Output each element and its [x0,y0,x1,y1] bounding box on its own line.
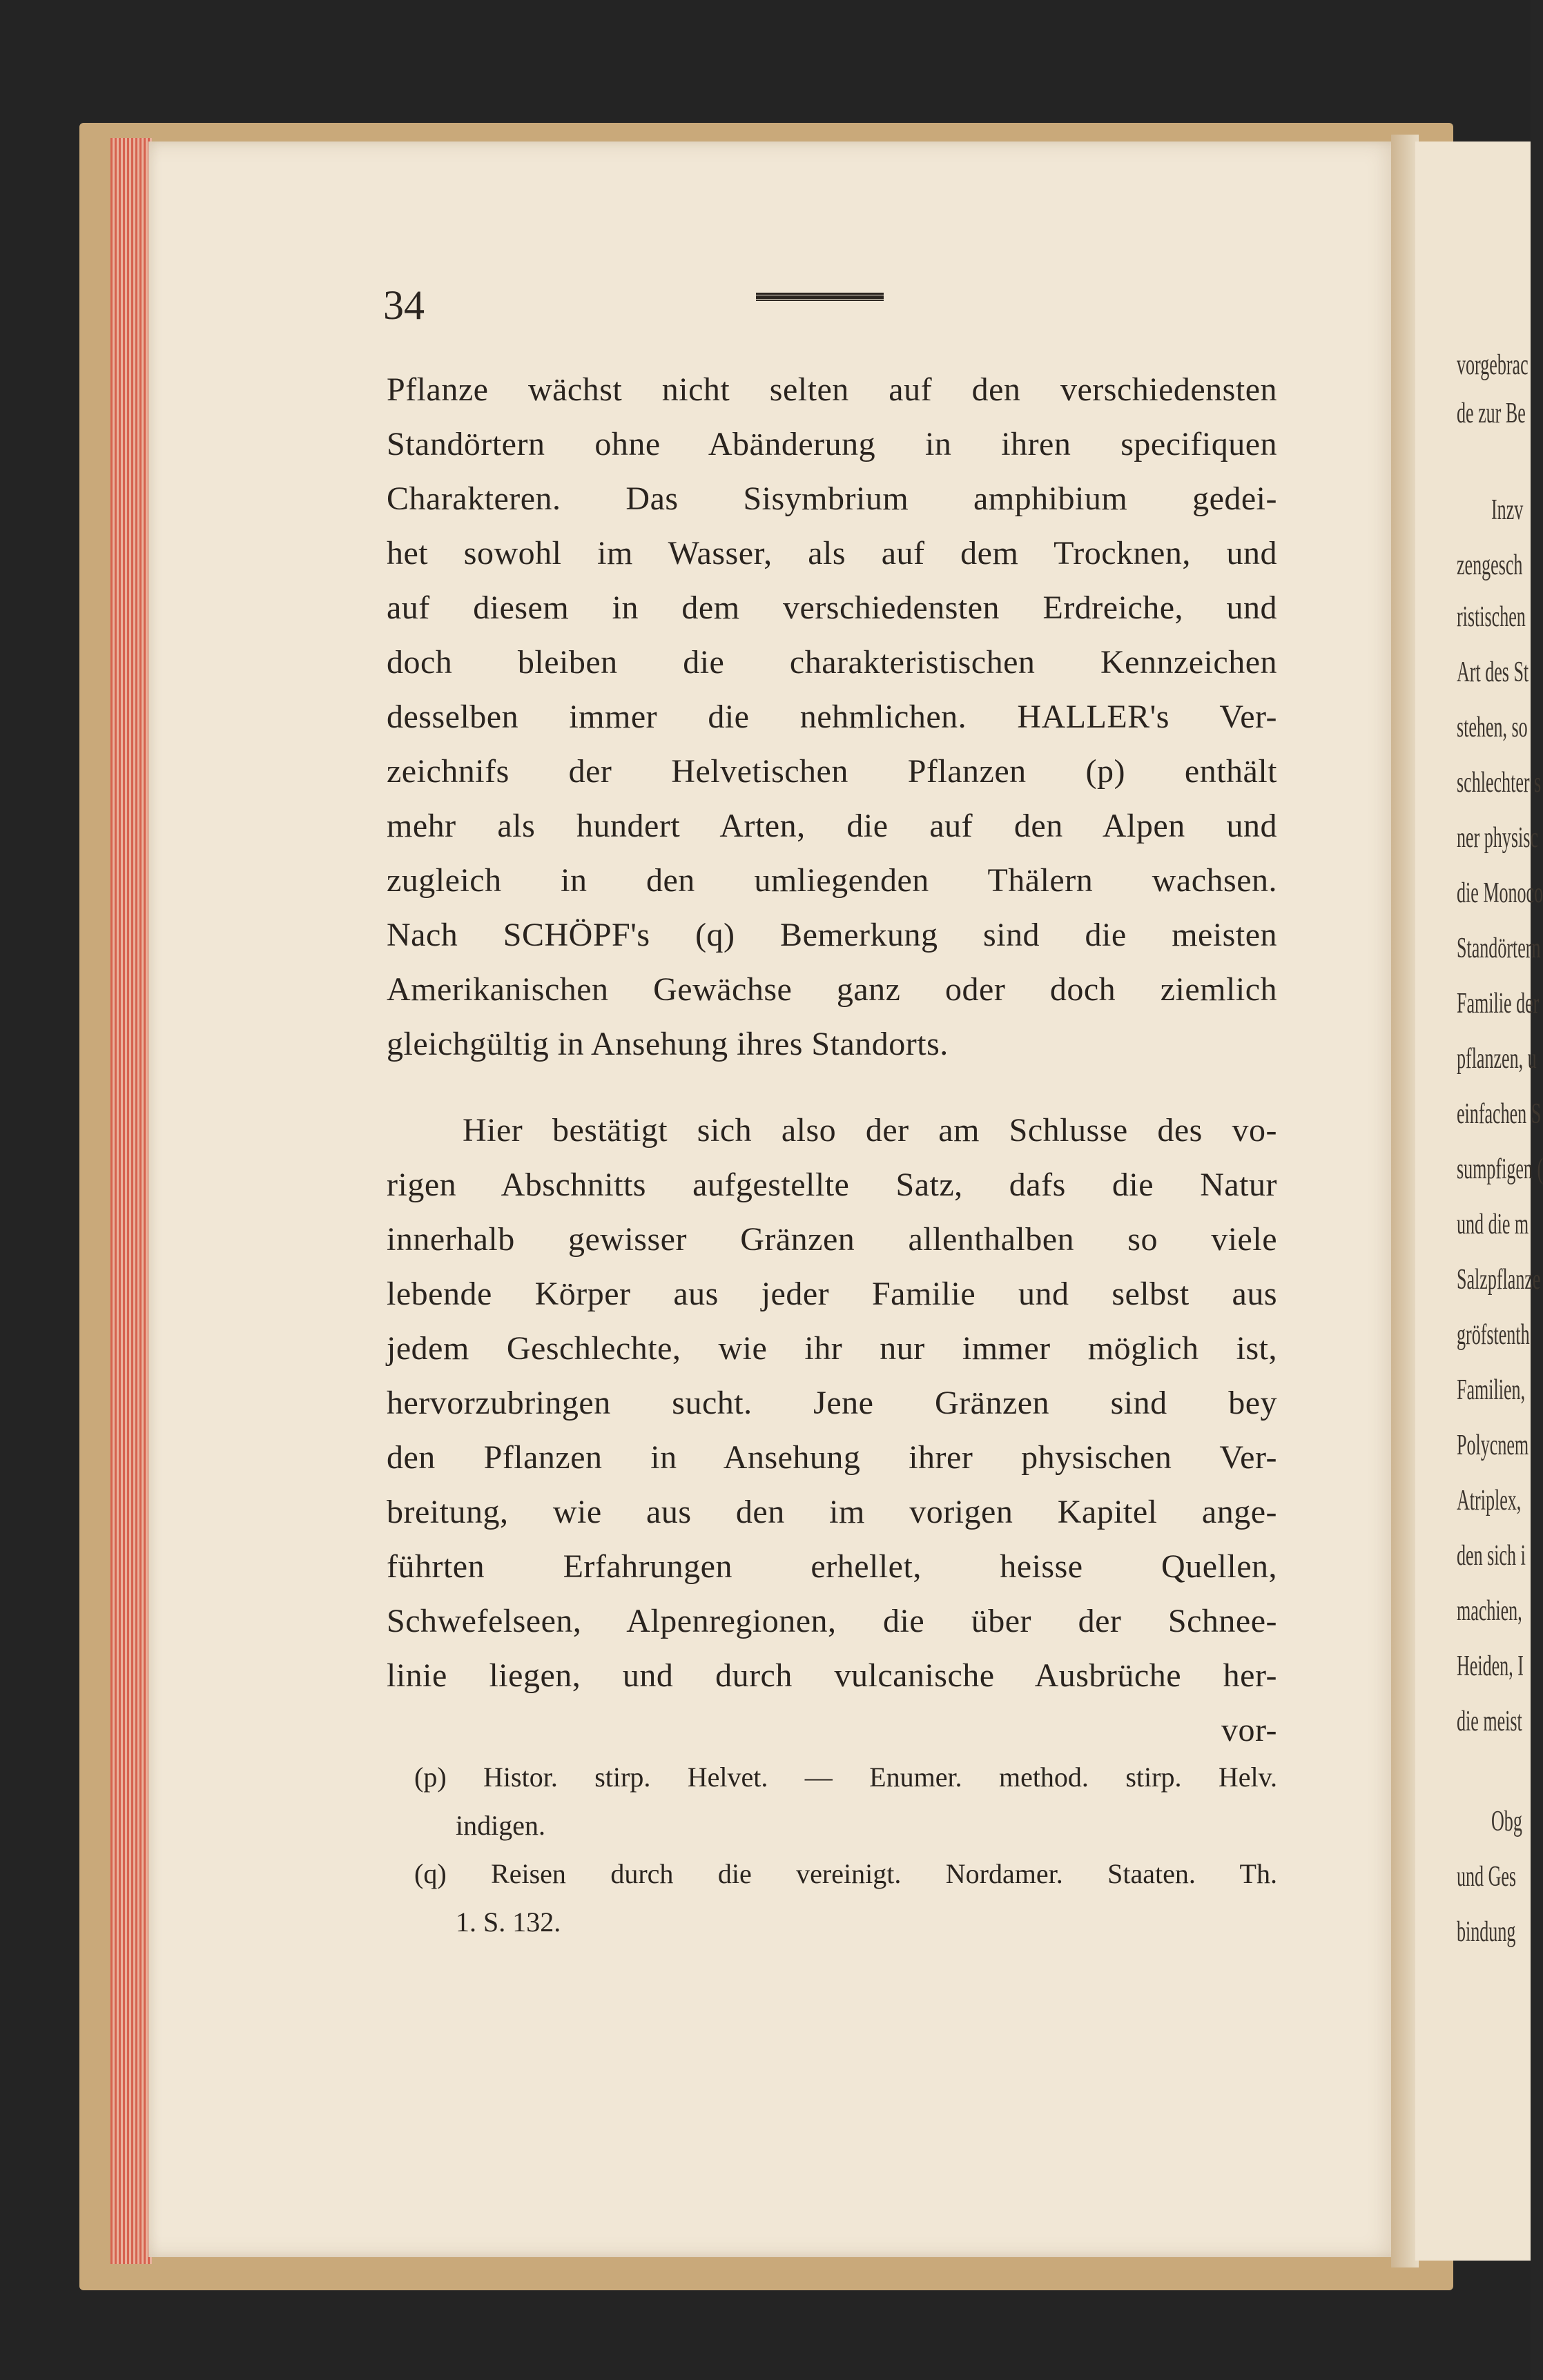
text-line: gleichgültig in Ansehung ihres Standorts. [387,1026,949,1062]
text-line: Schwefelseen, Alpenregionen, die über der Schnee- [387,1603,1277,1639]
text-line: breitung, wie aus den im vorigen Kapitel ange- [387,1494,1277,1530]
facing-fragment: ristischen [1457,601,1526,633]
facing-fragment: stehen, so [1457,712,1528,743]
facing-fragment: sumpfigen ( [1457,1153,1543,1185]
text-line: linie liegen, und durch vulcanische Ausbrüche her- [387,1657,1277,1694]
facing-fragment: zengesch [1457,549,1523,581]
facing-fragment: de zur Be [1457,398,1526,429]
catchword: vor- [1221,1712,1277,1748]
facing-fragment: Familie der [1457,988,1540,1020]
text-line: Hier bestätigt sich also der am Schlusse des vo- [463,1112,1277,1149]
text-line: rigen Abschnitts aufgestellte Satz, dafs die Natur [387,1167,1277,1203]
facing-fragment: Obg [1491,1806,1522,1837]
text-line: desselben immer die nehmlichen. HALLER's Ver- [387,699,1277,735]
facing-fragment: Familien, [1457,1374,1526,1406]
book-gutter [1391,135,1419,2267]
text-line: jedem Geschlechte, wie ihr nur immer möglich ist, [387,1330,1277,1367]
footnotes [414,1753,1277,1947]
facing-fragment: vorgebrac [1457,349,1529,381]
text-line: Charakteren. Das Sisymbrium amphibium gedei- [387,480,1277,517]
facing-fragment: pflanzen, u [1457,1043,1537,1075]
paragraph-2 [387,1103,1277,1757]
facing-fragment: die Monoco [1457,877,1543,909]
text-line: hervorzubringen sucht. Jene Gränzen sind bey [387,1385,1277,1421]
text-line: innerhalb gewisser Gränzen allenthalben so viele [387,1221,1277,1258]
facing-fragment: bindung [1457,1916,1516,1948]
facing-fragment: Standörtern [1457,933,1541,964]
footnote-q-continuation: 1. S. 132. [456,1906,561,1938]
footnote-q: (q) Reisen durch die vereinigt. Nordamer. Staaten. Th. [414,1858,1277,1889]
text-line: lebende Körper aus jeder Familie und selbst aus [387,1276,1277,1312]
text-line: mehr als hundert Arten, die auf den Alpen und [387,808,1277,844]
text-line: Pflanze wächst nicht selten auf den verschiedensten [387,371,1277,408]
facing-fragment: gröfstenth [1457,1319,1530,1351]
text-line: Standörtern ohne Abänderung in ihren specifiquen [387,426,1277,462]
text-line: führten Erfahrungen erhellet, heisse Quellen, [387,1548,1277,1585]
facing-fragment: und die m [1457,1209,1529,1240]
text-line: zugleich in den umliegenden Thälern wachsen. [387,862,1277,899]
text-line: auf diesem in dem verschiedensten Erdreiche, und [387,589,1277,626]
page-number: 34 [383,282,425,328]
text-line: Nach SCHÖPF's (q) Bemerkung sind die meisten [387,917,1277,953]
facing-fragment: Atriplex, [1457,1485,1522,1516]
facing-fragment: Salzpflanze [1457,1264,1541,1296]
footnote-p: (p) Histor. stirp. Helvet. — Enumer. method. stirp. Helv. [414,1762,1277,1793]
header-ornament-rule [756,293,884,301]
red-page-edges [110,138,152,2264]
facing-fragment: einfachen S [1457,1098,1542,1130]
text-line: Amerikanischen Gewächse ganz oder doch ziemlich [387,971,1277,1008]
text-line: doch bleiben die charakteristischen Kennzeichen [387,644,1277,681]
footnote-p-continuation: indigen. [456,1810,545,1841]
facing-fragment: den sich i [1457,1540,1526,1572]
facing-fragment: machien, [1457,1595,1522,1627]
text-line: het sowohl im Wasser, als auf dem Trocknen, und [387,535,1277,572]
facing-fragment: die meist [1457,1706,1522,1737]
paragraph-1 [387,362,1277,1071]
facing-fragment: Art des St [1457,656,1529,688]
text-line: den Pflanzen in Ansehung ihrer physischen Ver- [387,1439,1277,1476]
facing-fragment: Polycnem [1457,1430,1529,1461]
facing-fragment: und Ges [1457,1861,1517,1893]
facing-fragment: Heiden, I [1457,1650,1524,1682]
facing-page-fragment [1415,142,1543,2261]
facing-fragment: ner physisc [1457,822,1538,854]
facing-fragment: Inzv [1491,494,1524,526]
facing-fragment: schlechter s [1457,767,1542,799]
text-line: zeichnifs der Helvetischen Pflanzen (p) enthält [387,753,1277,790]
